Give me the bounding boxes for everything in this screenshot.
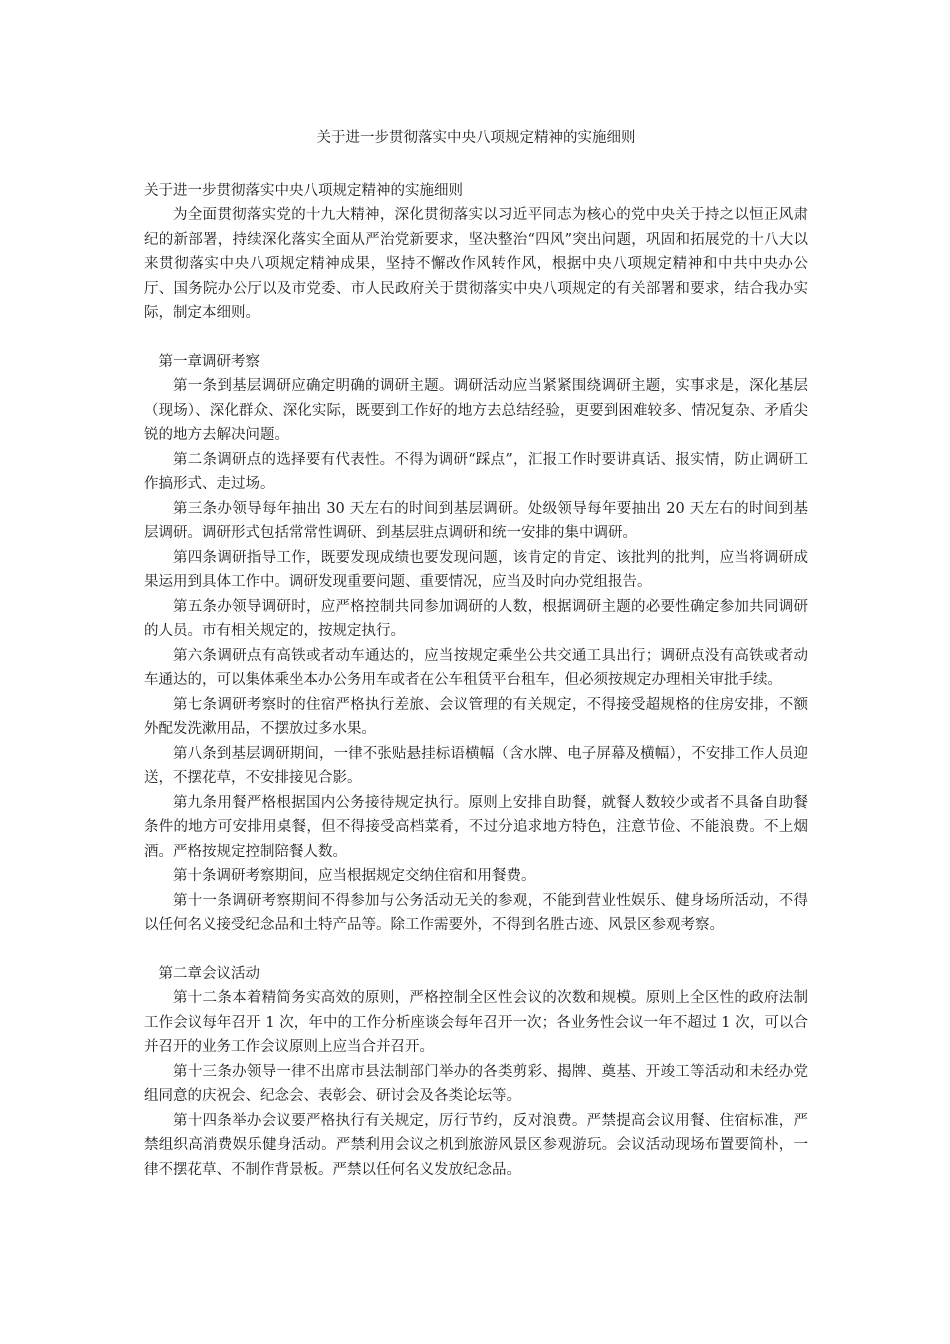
article-paragraph: 第十条调研考察期间，应当根据规定交纳住宿和用餐费。	[173, 868, 536, 884]
chapter-1-heading: 第一章调研考察	[158, 353, 260, 370]
article-paragraph: 第四条调研指导工作，既要发现成绩也要发现问题，该肯定的肯定、该批判的批判，应当将调研成果运用到具体工作中。调研发现重要问题、重要情况，应当及时向办党组报告。	[144, 549, 808, 590]
chapter-2-heading: 第二章会议活动	[158, 965, 260, 982]
article-paragraph: 第八条到基层调研期间，一律不张贴悬挂标语横幅（含水牌、电子屏幕及横幅），不安排工作人员迎送，不摆花草，不安排接见合影。	[144, 745, 808, 786]
article-paragraph: 第一条到基层调研应确定明确的调研主题。调研活动应当紧紧围绕调研主题，实事求是，深化基层（现场）、深化群众、深化实际，既要到工作好的地方去总结经验，更要到困难较多、情况复杂、矛盾尖锐的地方去解决问题。	[144, 378, 808, 443]
article-paragraph: 第九条用餐严格根据国内公务接待规定执行。原则上安排自助餐，就餐人数较少或者不具备自助餐条件的地方可安排用桌餐，但不得接受高档菜肴，不过分追求地方特色，注意节俭、不能浪费。不上烟酒。严格按规定控制陪餐人数。	[144, 794, 808, 860]
document-subtitle: 关于进一步贯彻落实中央八项规定精神的实施细则	[144, 182, 463, 199]
article-paragraph: 第二条调研点的选择要有代表性。不得为调研“踩点”，汇报工作时要讲真话、报实情，防止调研工作搞形式、走过场。	[144, 451, 808, 492]
document-title: 关于进一步贯彻落实中央八项规定精神的实施细则	[316, 130, 636, 146]
article-paragraph: 第十四条举办会议要严格执行有关规定，厉行节约，反对浪费。严禁提高会议用餐、住宿标准，严禁组织高消费娱乐健身活动。严禁利用会议之机到旅游风景区参观游玩。会议活动现场布置要简朴，一律不摆花草、不制作背景板。严禁以任何名义发放纪念品。	[144, 1112, 808, 1178]
intro-paragraph: 为全面贯彻落实党的十九大精神，深化贯彻落实以习近平同志为核心的党中央关于持之以恒正风肃纪的新部署，持续深化落实全面从严治党新要求，坚决整治“四风”突出问题，巩固和拓展党的十八大以来贯彻落实中央八项规定精神成果，坚持不懈改作风转作风，根据中央八项规定精神和中共中央办公厅、国务院办公厅以及市党委、市人民政府关于贯彻落实中央八项规定的有关部署和要求，结合我办实际，制定本细则。	[144, 207, 808, 321]
article-paragraph: 第七条调研考察时的住宿严格执行差旅、会议管理的有关规定，不得接受超规格的住房安排，不额外配发洗漱用品，不摆放过多水果。	[144, 696, 808, 737]
article-paragraph: 第三条办领导每年抽出 30 天左右的时间到基层调研。处级领导每年要抽出 20 天左右的时间到基层调研。调研形式包括常常性调研、到基层驻点调研和统一安排的集中调研。	[144, 500, 808, 541]
article-paragraph: 第十二条本着精简务实高效的原则，严格控制全区性会议的次数和规模。原则上全区性的政府法制工作会议每年召开 1 次，年中的工作分析座谈会每年召开一次；各业务性会议一年不超过 1 次，可以合并召开的业务工作会议原则上应当合并召开。	[144, 990, 808, 1055]
article-paragraph: 第五条办领导调研时，应严格控制共同参加调研的人数，根据调研主题的必要性确定参加共同调研的人员。市有相关规定的，按规定执行。	[144, 598, 808, 639]
article-paragraph: 第十三条办领导一律不出席市县法制部门举办的各类剪彩、揭牌、奠基、开竣工等活动和未经办党组同意的庆祝会、纪念会、表彰会、研讨会及各类论坛等。	[144, 1063, 808, 1104]
article-paragraph: 第六条调研点有高铁或者动车通达的，应当按规定乘坐公共交通工具出行；调研点没有高铁或者动车通达的，可以集体乘坐本办公务用车或者在公车租赁平台租车，但必须按规定办理相关审批手续。	[144, 647, 808, 688]
article-paragraph: 第十一条调研考察期间不得参加与公务活动无关的参观，不能到营业性娱乐、健身场所活动，不得以任何名义接受纪念品和土特产品等。除工作需要外，不得到名胜古迹、风景区参观考察。	[144, 892, 808, 933]
